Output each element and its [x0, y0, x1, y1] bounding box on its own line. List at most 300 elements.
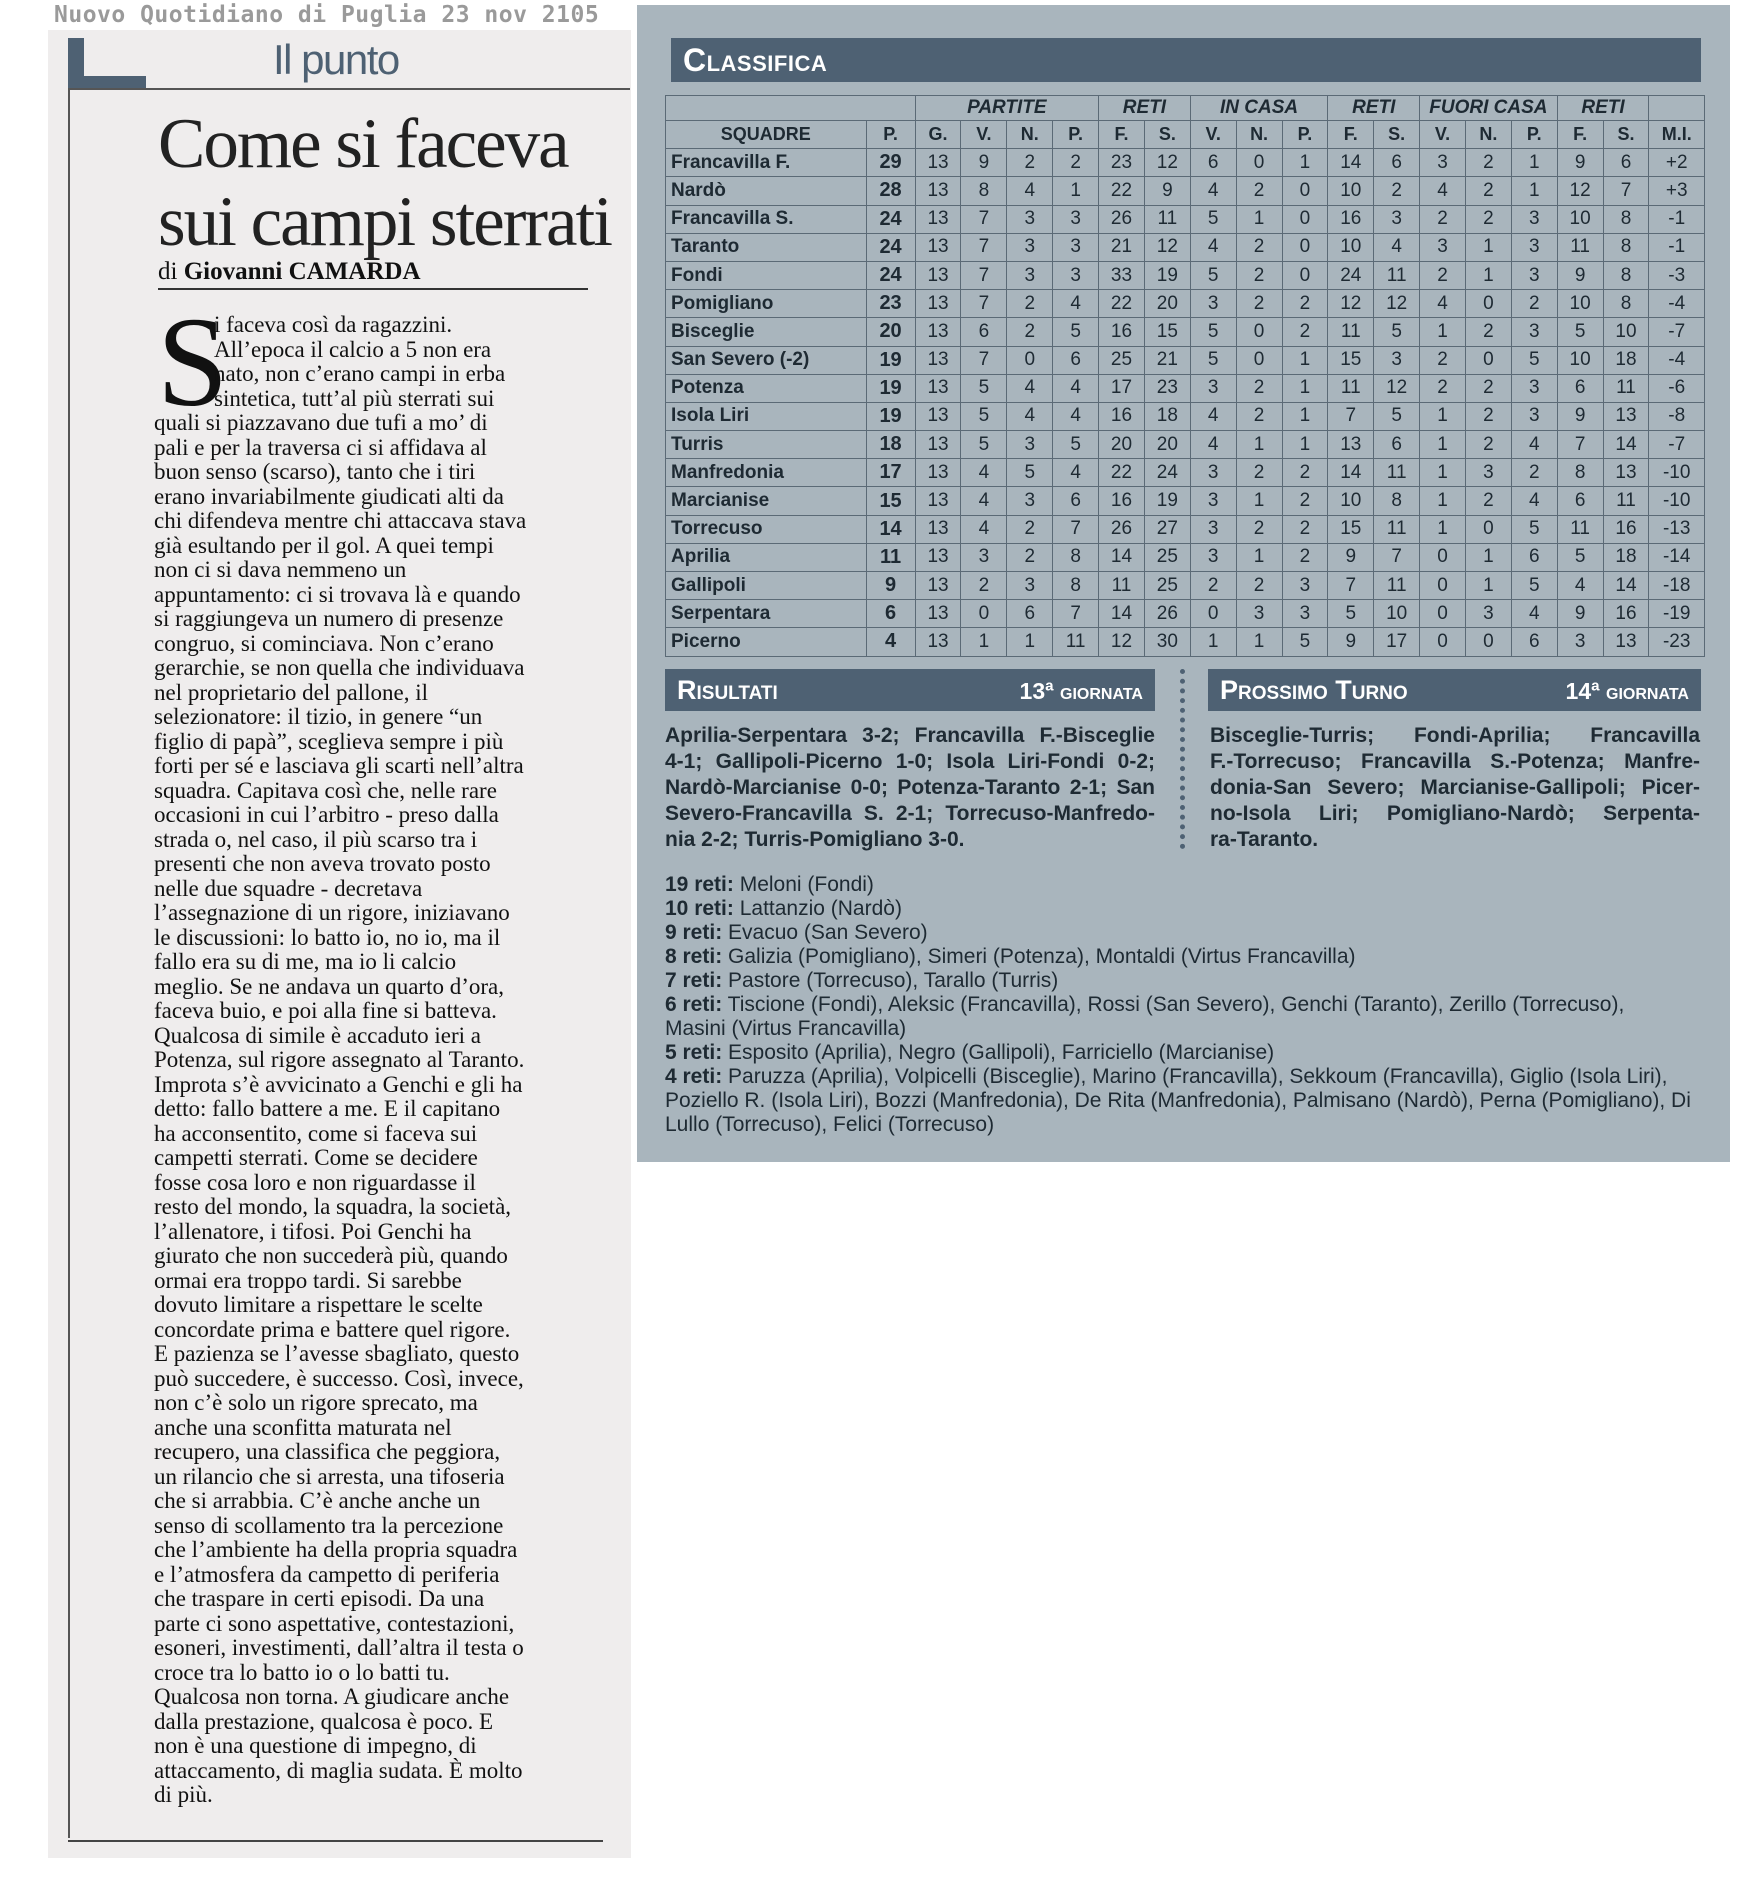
page-header: Nuovo Quotidiano di Puglia 23 nov 2105: [54, 2, 600, 28]
stat-cell: 3: [1282, 572, 1328, 600]
stat-cell: 12: [1557, 177, 1603, 205]
stat-cell: 5: [1374, 318, 1420, 346]
stat-cell: 12: [1328, 290, 1374, 318]
points-cell: 24: [866, 233, 915, 261]
stat-cell: 14: [1603, 431, 1649, 459]
stat-cell: 13: [915, 177, 961, 205]
team-name-cell: Serpentara: [666, 600, 867, 628]
stat-cell: 3: [1190, 290, 1236, 318]
rubric-label: Il punto: [273, 36, 399, 83]
stat-cell: 33: [1099, 261, 1145, 289]
stat-cell: 9: [1328, 543, 1374, 571]
article-body-line: si raggiungeva un numero di presenze: [154, 606, 504, 631]
article-body-line: dalla prestazione, qualcosa è poco. E: [154, 1708, 494, 1734]
article-body-line: l’allenatore, i tifosi. Poi Genchi ha: [154, 1218, 472, 1244]
group-header: PARTITE: [915, 96, 1098, 121]
stat-cell: 1: [1420, 515, 1466, 543]
team-name-cell: Torrecuso: [666, 515, 867, 543]
stat-cell: 2: [1236, 515, 1282, 543]
points-cell: 19: [866, 402, 915, 430]
stat-cell: 3: [1511, 402, 1557, 430]
stat-cell: 18: [1603, 543, 1649, 571]
team-name-cell: Nardò: [666, 177, 867, 205]
stat-cell: 0: [1420, 628, 1466, 656]
article-top-rule: [68, 88, 630, 90]
article-body-line: ha acconsentito, come si faceva sui: [154, 1120, 478, 1146]
stat-cell: 11: [1557, 233, 1603, 261]
stat-cell: 30: [1144, 628, 1190, 656]
article-body-line: già esultando per il gol. A quei tempi: [154, 532, 494, 558]
stat-cell: 2: [1420, 205, 1466, 233]
article-body-line: anche una sconfitta maturata nel: [154, 1414, 452, 1440]
stat-cell: 9: [1557, 402, 1603, 430]
stat-cell: 23: [1099, 149, 1145, 177]
stat-cell: 12: [1144, 233, 1190, 261]
column-header: SQUADRE: [666, 121, 867, 149]
stat-cell: +2: [1649, 149, 1705, 177]
stat-cell: 16: [1603, 515, 1649, 543]
drop-cap: S: [157, 291, 229, 433]
scorer-line: [665, 1089, 1705, 1113]
column-header: F.: [1557, 121, 1603, 149]
article-body-line: sintetica, tutt’al più sterrati sui: [214, 385, 495, 411]
stat-cell: 13: [915, 487, 961, 515]
byline-rule: [158, 288, 588, 290]
stat-cell: 2: [1236, 233, 1282, 261]
stat-cell: 25: [1099, 346, 1145, 374]
stat-cell: 3: [1511, 261, 1557, 289]
stat-cell: 7: [1053, 515, 1099, 543]
stat-cell: 6: [1053, 346, 1099, 374]
stat-cell: 5: [1190, 346, 1236, 374]
stat-cell: 4: [1190, 177, 1236, 205]
stat-cell: 1: [1465, 261, 1511, 289]
stat-cell: 1: [1420, 459, 1466, 487]
stat-cell: 1: [1236, 205, 1282, 233]
column-header: M.I.: [1649, 121, 1705, 149]
stat-cell: -1: [1649, 205, 1705, 233]
article-body-line: non ci si dava nemmeno un: [154, 557, 407, 582]
stat-cell: 11: [1328, 318, 1374, 346]
stat-cell: 2: [1282, 459, 1328, 487]
stat-cell: 14: [1328, 459, 1374, 487]
stat-cell: 8: [1603, 261, 1649, 289]
stat-cell: 2: [1420, 374, 1466, 402]
stat-cell: 13: [915, 543, 961, 571]
article-body-line: Qualcosa non torna. A giudicare anche: [154, 1684, 510, 1709]
column-header: N.: [1465, 121, 1511, 149]
stat-cell: 2: [1053, 149, 1099, 177]
stat-cell: 10: [1557, 346, 1603, 374]
stat-cell: 1: [1236, 431, 1282, 459]
stat-cell: 2: [1511, 290, 1557, 318]
stat-cell: 1: [1282, 374, 1328, 402]
table-row: [666, 515, 1705, 543]
stat-cell: 2: [1007, 318, 1053, 346]
stat-cell: 3: [1557, 628, 1603, 656]
stat-cell: 1: [1420, 318, 1466, 346]
table-row: [666, 600, 1705, 628]
scorer-goals: 4 reti:: [665, 1065, 723, 1088]
points-cell: 24: [866, 205, 915, 233]
article-body-line: attaccamento, di maglia sudata. È molto: [154, 1757, 523, 1783]
stat-cell: 3: [1374, 346, 1420, 374]
team-name-cell: Francavilla S.: [666, 205, 867, 233]
stat-cell: 22: [1099, 177, 1145, 205]
prossimo-turno-round: 14ª giornata: [1565, 678, 1689, 704]
scorer-names: Galizia (Pomigliano), Simeri (Potenza), Montaldi (Virtus Francavilla): [722, 945, 1356, 968]
article-body-line: e l’atmosfera da campetto di periferia: [154, 1561, 500, 1587]
standings-panel: [637, 5, 1730, 1162]
stat-cell: 7: [961, 205, 1007, 233]
stat-cell: 6: [1053, 487, 1099, 515]
table-row: [666, 149, 1705, 177]
stat-cell: 13: [915, 402, 961, 430]
stat-cell: 8: [1053, 543, 1099, 571]
article-body-line: detto: fallo battere a me. E il capitano: [154, 1096, 501, 1121]
table-row: [666, 261, 1705, 289]
stat-cell: 2: [1007, 149, 1053, 177]
stat-cell: 7: [1374, 543, 1420, 571]
stat-cell: 11: [1374, 459, 1420, 487]
stat-cell: 19: [1144, 487, 1190, 515]
points-cell: 29: [866, 149, 915, 177]
stat-cell: 5: [1282, 628, 1328, 656]
prossimo-turno-line: donia-San Severo; Marcianise-Gallipoli; Picer-: [1210, 776, 1700, 799]
stat-cell: 9: [1557, 600, 1603, 628]
stat-cell: 0: [961, 600, 1007, 628]
scorer-goals: 7 reti:: [665, 969, 723, 992]
team-name-cell: Turris: [666, 431, 867, 459]
stat-cell: 1: [1236, 543, 1282, 571]
stat-cell: 17: [1099, 374, 1145, 402]
article-body: [154, 313, 631, 1808]
column-header: F.: [1328, 121, 1374, 149]
stat-cell: 17: [1374, 628, 1420, 656]
stat-cell: 3: [1190, 515, 1236, 543]
stat-cell: 3: [961, 543, 1007, 571]
group-header-blank: [1649, 96, 1705, 121]
stat-cell: 16: [1099, 402, 1145, 430]
article-body-line: forti per sé e lasciava gli scarti nell’altra: [154, 753, 524, 778]
scorer-names: Paruzza (Aprilia), Volpicelli (Bisceglie), Marino (Francavilla), Sekkoum (Francavilla), Giglio (Isola Liri),: [722, 1065, 1668, 1088]
stat-cell: 4: [1007, 374, 1053, 402]
stat-cell: 5: [1053, 431, 1099, 459]
stat-cell: 3: [1190, 459, 1236, 487]
stat-cell: 14: [1603, 572, 1649, 600]
article-body-line: buon senso (scarso), tanto che i tiri: [154, 459, 476, 484]
stat-cell: 10: [1603, 318, 1649, 346]
stat-cell: 13: [1328, 431, 1374, 459]
classifica-header-bar: [671, 38, 1701, 82]
risultati-line: 4-1; Gallipoli-Picerno 1-0; Isola Liri-Fondi 0-2;: [665, 750, 1155, 773]
stat-cell: 20: [1144, 431, 1190, 459]
team-name-cell: Marcianise: [666, 487, 867, 515]
stat-cell: -4: [1649, 290, 1705, 318]
risultati-text: [665, 723, 1155, 853]
stat-cell: -8: [1649, 402, 1705, 430]
column-header: N.: [1236, 121, 1282, 149]
stat-cell: 15: [1328, 346, 1374, 374]
stat-cell: 3: [1511, 318, 1557, 346]
stat-cell: 1: [1465, 572, 1511, 600]
column-header: V.: [1420, 121, 1466, 149]
stat-cell: 3: [1420, 149, 1466, 177]
scorer-names: Lullo (Torrecuso), Felici (Torrecuso): [665, 1113, 995, 1136]
stat-cell: 4: [1190, 402, 1236, 430]
stat-cell: 13: [915, 233, 961, 261]
stat-cell: 15: [1144, 318, 1190, 346]
group-header-blank: [666, 96, 916, 121]
stat-cell: 2: [1511, 459, 1557, 487]
byline-author: Giovanni CAMARDA: [183, 258, 421, 285]
article-body-line: un rilancio che si arresta, una tifoseria: [154, 1463, 505, 1489]
stat-cell: 5: [1190, 261, 1236, 289]
risultati-line: nia 2-2; Turris-Pomigliano 3-0.: [665, 828, 965, 851]
stat-cell: 0: [1236, 149, 1282, 177]
stat-cell: 2: [1236, 459, 1282, 487]
stat-cell: 16: [1603, 600, 1649, 628]
stat-cell: 26: [1099, 515, 1145, 543]
article-body-line: chi difendeva mentre chi attaccava stava: [154, 508, 527, 533]
stat-cell: 21: [1144, 346, 1190, 374]
stat-cell: 7: [1328, 402, 1374, 430]
stat-cell: 3: [1190, 374, 1236, 402]
table-row: [666, 290, 1705, 318]
stat-cell: 13: [915, 628, 961, 656]
table-row: [666, 233, 1705, 261]
stat-cell: 4: [1190, 431, 1236, 459]
stat-cell: 2: [1465, 374, 1511, 402]
stat-cell: 25: [1144, 543, 1190, 571]
prossimo-turno-line: ra-Taranto.: [1210, 828, 1319, 851]
stat-cell: -6: [1649, 374, 1705, 402]
stat-cell: -4: [1649, 346, 1705, 374]
scorer-goals: 9 reti:: [665, 921, 723, 944]
stat-cell: 16: [1099, 318, 1145, 346]
article-body-line: presenti che non aveva trovato posto: [154, 851, 491, 876]
stat-cell: 13: [915, 205, 961, 233]
table-row: [666, 459, 1705, 487]
stat-cell: 2: [1282, 487, 1328, 515]
stat-cell: 5: [1190, 205, 1236, 233]
stat-cell: 13: [1603, 628, 1649, 656]
scorer-line: [665, 1017, 1705, 1041]
stat-cell: 26: [1099, 205, 1145, 233]
scorer-goals: 6 reti:: [665, 993, 723, 1016]
stat-cell: -18: [1649, 572, 1705, 600]
scorer-names: Evacuo (San Severo): [722, 921, 928, 944]
stat-cell: 0: [1190, 600, 1236, 628]
article-body-line: Qualcosa di simile è accaduto ieri a: [154, 1022, 481, 1048]
stat-cell: 8: [1053, 572, 1099, 600]
stat-cell: 13: [915, 374, 961, 402]
stat-cell: 2: [1465, 431, 1511, 459]
column-header: V.: [961, 121, 1007, 149]
stat-cell: 20: [1099, 431, 1145, 459]
column-header: S.: [1374, 121, 1420, 149]
stat-cell: 2: [1007, 515, 1053, 543]
article-body-line: che traspare in certi episodi. Da una: [154, 1586, 485, 1611]
points-cell: 14: [866, 515, 915, 543]
team-name-cell: Bisceglie: [666, 318, 867, 346]
stat-cell: 1: [1511, 177, 1557, 205]
stat-cell: 5: [1511, 346, 1557, 374]
stat-cell: 7: [961, 233, 1007, 261]
article-body-line: dovuto limitare a rispettare le scelte: [154, 1292, 483, 1317]
stat-cell: 3: [1007, 572, 1053, 600]
stat-cell: 6: [1007, 600, 1053, 628]
stat-cell: 13: [915, 600, 961, 628]
stat-cell: 3: [1190, 487, 1236, 515]
stat-cell: 7: [1053, 600, 1099, 628]
stat-cell: 6: [961, 318, 1007, 346]
stat-cell: 3: [1465, 459, 1511, 487]
group-header: FUORI CASA: [1420, 96, 1558, 121]
stat-cell: 5: [1511, 572, 1557, 600]
article-body-line: i faceva così da ragazzini.: [214, 312, 453, 337]
article-body-line: All’epoca il calcio a 5 non era: [214, 336, 492, 362]
points-cell: 4: [866, 628, 915, 656]
stat-cell: 0: [1465, 515, 1511, 543]
stat-cell: 4: [961, 459, 1007, 487]
stat-cell: 13: [915, 346, 961, 374]
stat-cell: 3: [1007, 233, 1053, 261]
team-name-cell: Potenza: [666, 374, 867, 402]
stat-cell: 5: [961, 402, 1007, 430]
stat-cell: 11: [1144, 205, 1190, 233]
team-name-cell: Taranto: [666, 233, 867, 261]
prossimo-turno-line: F.-Torrecuso; Francavilla S.-Potenza; Manfre-: [1210, 750, 1700, 773]
article-body-line: che l’ambiente ha della propria squadra: [154, 1537, 518, 1562]
risultati-header-bar: [665, 669, 1155, 711]
stat-cell: 7: [961, 290, 1007, 318]
points-cell: 24: [866, 261, 915, 289]
stat-cell: 1: [1511, 149, 1557, 177]
stat-cell: 10: [1557, 205, 1603, 233]
stat-cell: 5: [961, 374, 1007, 402]
stat-cell: 15: [1328, 515, 1374, 543]
stat-cell: 2: [1465, 487, 1511, 515]
scorer-line: [665, 873, 1705, 897]
stat-cell: 13: [915, 261, 961, 289]
stat-cell: 11: [1374, 261, 1420, 289]
article-body-line: squadra. Capitava così che, nelle rare: [154, 777, 497, 803]
stat-cell: 13: [915, 459, 961, 487]
stat-cell: 2: [1236, 177, 1282, 205]
stat-cell: 1: [1282, 402, 1328, 430]
stat-cell: 13: [915, 149, 961, 177]
stat-cell: 4: [1053, 290, 1099, 318]
table-row: [666, 177, 1705, 205]
article-body-line: congruo, si cominciava. Non c’erano: [154, 630, 494, 656]
article-body-line: che si arrabbia. C’è anche anche un: [154, 1488, 481, 1513]
team-name-cell: Pomigliano: [666, 290, 867, 318]
article-body-line: Potenza, sul rigore assegnato al Taranto.: [154, 1047, 525, 1072]
points-cell: 11: [866, 543, 915, 571]
article-body-line: nelle due squadre - decretava: [154, 875, 423, 901]
table-row: [666, 205, 1705, 233]
stat-cell: 9: [1144, 177, 1190, 205]
article-side-rule: [68, 88, 70, 1838]
article-body-line: parte ci sono aspettative, contestazioni,: [154, 1610, 515, 1636]
stat-cell: 4: [1557, 572, 1603, 600]
stat-cell: 0: [1236, 346, 1282, 374]
table-row: [666, 431, 1705, 459]
stat-cell: 7: [1603, 177, 1649, 205]
scorer-line: [665, 945, 1705, 969]
stat-cell: 6: [1190, 149, 1236, 177]
article-body-line: pali e per la traversa ci si affidava al: [154, 434, 487, 460]
stat-cell: 14: [1099, 600, 1145, 628]
points-cell: 19: [866, 346, 915, 374]
stat-cell: 3: [1007, 205, 1053, 233]
stat-cell: 3: [1007, 487, 1053, 515]
stat-cell: 3: [1007, 431, 1053, 459]
article-body-line: gerarchie, se non quella che individuava: [154, 655, 525, 680]
points-cell: 23: [866, 290, 915, 318]
article-body-line: non c’è solo un rigore sprecato, ma: [154, 1390, 478, 1415]
stat-cell: 1: [1282, 431, 1328, 459]
article-title: [158, 105, 618, 261]
stat-cell: 11: [1603, 374, 1649, 402]
stat-cell: 2: [1236, 374, 1282, 402]
prossimo-turno-text: [1210, 723, 1700, 853]
stat-cell: 19: [1144, 261, 1190, 289]
prossimo-turno-title: Prossimo Turno: [1220, 675, 1408, 705]
stat-cell: 4: [961, 487, 1007, 515]
stat-cell: 27: [1144, 515, 1190, 543]
risultati-line: Severo-Francavilla S. 2-1; Torrecuso-Manfredo-: [665, 802, 1155, 825]
article-column: [48, 30, 631, 1858]
stat-cell: 14: [1099, 543, 1145, 571]
stat-cell: 2: [1236, 402, 1282, 430]
stat-cell: 5: [1053, 318, 1099, 346]
stat-cell: 3: [1374, 205, 1420, 233]
article-body-line: nato, non c’erano campi in erba: [214, 361, 506, 386]
team-name-cell: Isola Liri: [666, 402, 867, 430]
stat-cell: 11: [1557, 515, 1603, 543]
scorer-line: [665, 969, 1705, 993]
stat-cell: 0: [1465, 628, 1511, 656]
stat-cell: 2: [1236, 572, 1282, 600]
column-header: P.: [1511, 121, 1557, 149]
article-body-line: Improta s’è avvicinato a Genchi e gli ha: [154, 1071, 523, 1097]
table-row: [666, 628, 1705, 656]
stat-cell: 11: [1374, 572, 1420, 600]
table-row: [666, 543, 1705, 571]
stat-cell: 2: [1007, 543, 1053, 571]
stat-cell: 3: [1190, 543, 1236, 571]
stat-cell: 7: [961, 346, 1007, 374]
stat-cell: 0: [1420, 543, 1466, 571]
stat-cell: 13: [915, 318, 961, 346]
scorer-goals: 8 reti:: [665, 945, 723, 968]
stat-cell: 13: [915, 515, 961, 543]
stat-cell: 4: [1420, 177, 1466, 205]
article-body-line: croce tra lo batto io o lo batti tu.: [154, 1659, 450, 1685]
team-name-cell: Fondi: [666, 261, 867, 289]
stat-cell: 10: [1374, 600, 1420, 628]
article-body-line: E pazienza se l’avesse sbagliato, questo: [154, 1341, 520, 1366]
scorer-names: Tiscione (Fondi), Aleksic (Francavilla), Rossi (San Severo), Genchi (Taranto), Zerillo (Torrecuso),: [722, 993, 1625, 1016]
stat-cell: 2: [1282, 515, 1328, 543]
article-title-line: sui campi sterrati: [158, 183, 611, 261]
column-header: G.: [915, 121, 961, 149]
stat-cell: 1: [961, 628, 1007, 656]
scorer-line: [665, 1041, 1705, 1065]
stat-cell: 4: [1374, 233, 1420, 261]
